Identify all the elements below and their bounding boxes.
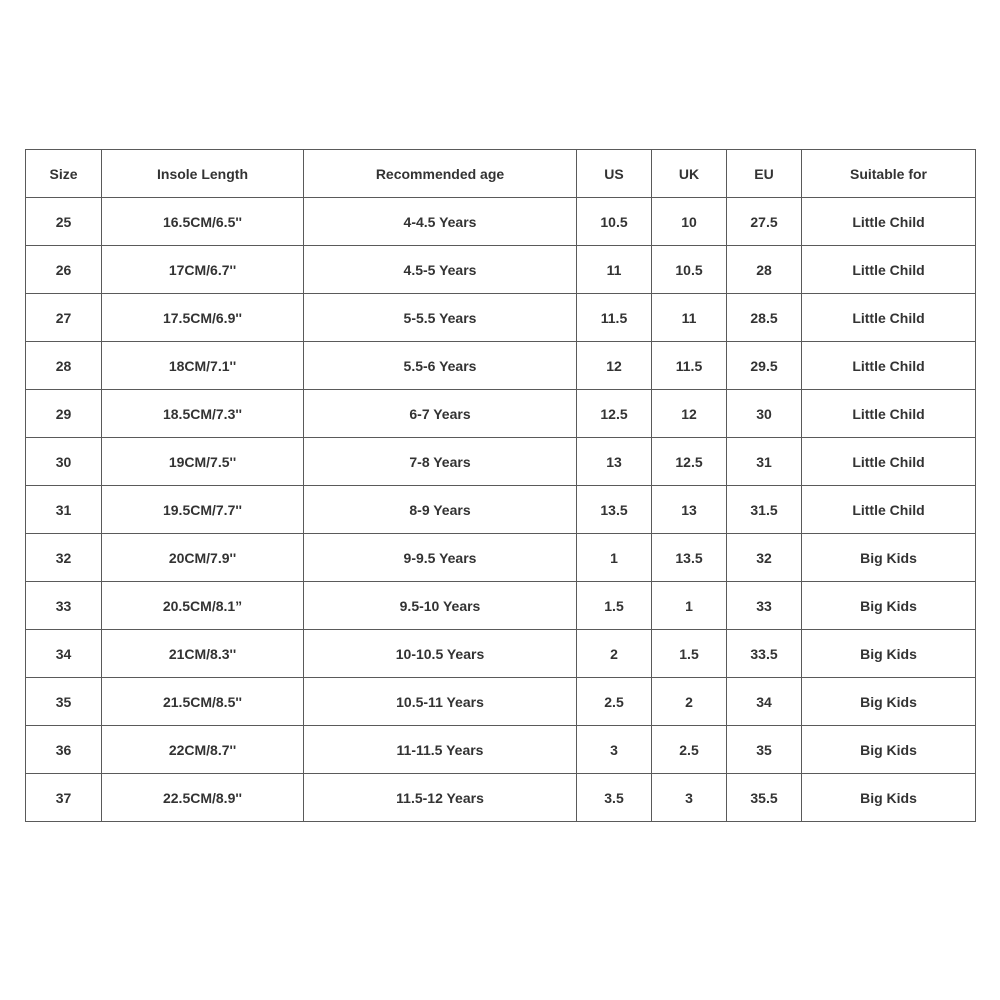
table-row <box>26 342 976 390</box>
cell-eu: 31 <box>727 438 802 486</box>
cell-recommended-age: 8-9 Years <box>304 486 577 534</box>
table-row <box>26 726 976 774</box>
cell-uk: 10 <box>652 198 727 246</box>
cell-recommended-age: 11-11.5 Years <box>304 726 577 774</box>
table-row <box>26 294 976 342</box>
cell-uk: 1 <box>652 582 727 630</box>
cell-eu: 31.5 <box>727 486 802 534</box>
cell-uk: 2 <box>652 678 727 726</box>
cell-uk: 3 <box>652 774 727 822</box>
cell-eu: 28.5 <box>727 294 802 342</box>
cell-insole-length: 20CM/7.9'' <box>102 534 304 582</box>
cell-size: 27 <box>26 294 102 342</box>
table-row <box>26 774 976 822</box>
table-row <box>26 390 976 438</box>
header-us: US <box>577 150 652 198</box>
cell-eu: 35.5 <box>727 774 802 822</box>
header-insole-length: Insole Length <box>102 150 304 198</box>
cell-recommended-age: 9.5-10 Years <box>304 582 577 630</box>
cell-suitable-for: Little Child <box>802 198 976 246</box>
cell-us: 13 <box>577 438 652 486</box>
cell-uk: 11.5 <box>652 342 727 390</box>
cell-us: 3 <box>577 726 652 774</box>
cell-suitable-for: Little Child <box>802 246 976 294</box>
table-row <box>26 246 976 294</box>
cell-recommended-age: 5-5.5 Years <box>304 294 577 342</box>
cell-insole-length: 19.5CM/7.7'' <box>102 486 304 534</box>
cell-uk: 2.5 <box>652 726 727 774</box>
cell-us: 2 <box>577 630 652 678</box>
cell-insole-length: 20.5CM/8.1” <box>102 582 304 630</box>
cell-eu: 28 <box>727 246 802 294</box>
cell-size: 37 <box>26 774 102 822</box>
cell-insole-length: 22.5CM/8.9'' <box>102 774 304 822</box>
table-row <box>26 198 976 246</box>
cell-eu: 32 <box>727 534 802 582</box>
cell-us: 3.5 <box>577 774 652 822</box>
cell-us: 10.5 <box>577 198 652 246</box>
cell-us: 12 <box>577 342 652 390</box>
cell-us: 1 <box>577 534 652 582</box>
cell-eu: 33 <box>727 582 802 630</box>
cell-insole-length: 18.5CM/7.3'' <box>102 390 304 438</box>
cell-suitable-for: Big Kids <box>802 678 976 726</box>
header-uk: UK <box>652 150 727 198</box>
cell-suitable-for: Big Kids <box>802 582 976 630</box>
cell-size: 31 <box>26 486 102 534</box>
cell-suitable-for: Little Child <box>802 342 976 390</box>
header-row <box>26 150 976 198</box>
cell-insole-length: 19CM/7.5'' <box>102 438 304 486</box>
cell-suitable-for: Big Kids <box>802 534 976 582</box>
cell-size: 35 <box>26 678 102 726</box>
cell-us: 12.5 <box>577 390 652 438</box>
cell-size: 34 <box>26 630 102 678</box>
cell-recommended-age: 11.5-12 Years <box>304 774 577 822</box>
cell-recommended-age: 9-9.5 Years <box>304 534 577 582</box>
cell-eu: 30 <box>727 390 802 438</box>
cell-suitable-for: Little Child <box>802 486 976 534</box>
size-chart-table <box>25 149 976 822</box>
table-row <box>26 678 976 726</box>
header-suitable-for: Suitable for <box>802 150 976 198</box>
cell-recommended-age: 5.5-6 Years <box>304 342 577 390</box>
table-row <box>26 630 976 678</box>
cell-eu: 27.5 <box>727 198 802 246</box>
cell-us: 13.5 <box>577 486 652 534</box>
cell-size: 29 <box>26 390 102 438</box>
cell-eu: 35 <box>727 726 802 774</box>
cell-uk: 11 <box>652 294 727 342</box>
header-size: Size <box>26 150 102 198</box>
cell-recommended-age: 6-7 Years <box>304 390 577 438</box>
cell-insole-length: 16.5CM/6.5'' <box>102 198 304 246</box>
cell-uk: 10.5 <box>652 246 727 294</box>
cell-insole-length: 21CM/8.3'' <box>102 630 304 678</box>
cell-us: 2.5 <box>577 678 652 726</box>
table-row <box>26 534 976 582</box>
cell-insole-length: 17CM/6.7'' <box>102 246 304 294</box>
cell-suitable-for: Little Child <box>802 438 976 486</box>
cell-us: 11.5 <box>577 294 652 342</box>
cell-insole-length: 22CM/8.7'' <box>102 726 304 774</box>
cell-suitable-for: Little Child <box>802 390 976 438</box>
cell-uk: 1.5 <box>652 630 727 678</box>
cell-recommended-age: 10.5-11 Years <box>304 678 577 726</box>
header-eu: EU <box>727 150 802 198</box>
cell-suitable-for: Big Kids <box>802 726 976 774</box>
table-body <box>26 198 976 822</box>
cell-eu: 34 <box>727 678 802 726</box>
cell-eu: 29.5 <box>727 342 802 390</box>
cell-uk: 13.5 <box>652 534 727 582</box>
cell-size: 30 <box>26 438 102 486</box>
cell-size: 28 <box>26 342 102 390</box>
cell-us: 11 <box>577 246 652 294</box>
cell-suitable-for: Little Child <box>802 294 976 342</box>
cell-recommended-age: 10-10.5 Years <box>304 630 577 678</box>
table-row <box>26 582 976 630</box>
cell-recommended-age: 7-8 Years <box>304 438 577 486</box>
cell-recommended-age: 4-4.5 Years <box>304 198 577 246</box>
cell-insole-length: 17.5CM/6.9'' <box>102 294 304 342</box>
cell-uk: 13 <box>652 486 727 534</box>
cell-eu: 33.5 <box>727 630 802 678</box>
table-row <box>26 438 976 486</box>
cell-size: 25 <box>26 198 102 246</box>
cell-us: 1.5 <box>577 582 652 630</box>
cell-size: 26 <box>26 246 102 294</box>
cell-insole-length: 18CM/7.1'' <box>102 342 304 390</box>
cell-insole-length: 21.5CM/8.5'' <box>102 678 304 726</box>
cell-size: 33 <box>26 582 102 630</box>
cell-suitable-for: Big Kids <box>802 774 976 822</box>
cell-uk: 12 <box>652 390 727 438</box>
cell-size: 36 <box>26 726 102 774</box>
table-row <box>26 486 976 534</box>
cell-suitable-for: Big Kids <box>802 630 976 678</box>
header-recommended-age: Recommended age <box>304 150 577 198</box>
cell-uk: 12.5 <box>652 438 727 486</box>
cell-size: 32 <box>26 534 102 582</box>
cell-recommended-age: 4.5-5 Years <box>304 246 577 294</box>
